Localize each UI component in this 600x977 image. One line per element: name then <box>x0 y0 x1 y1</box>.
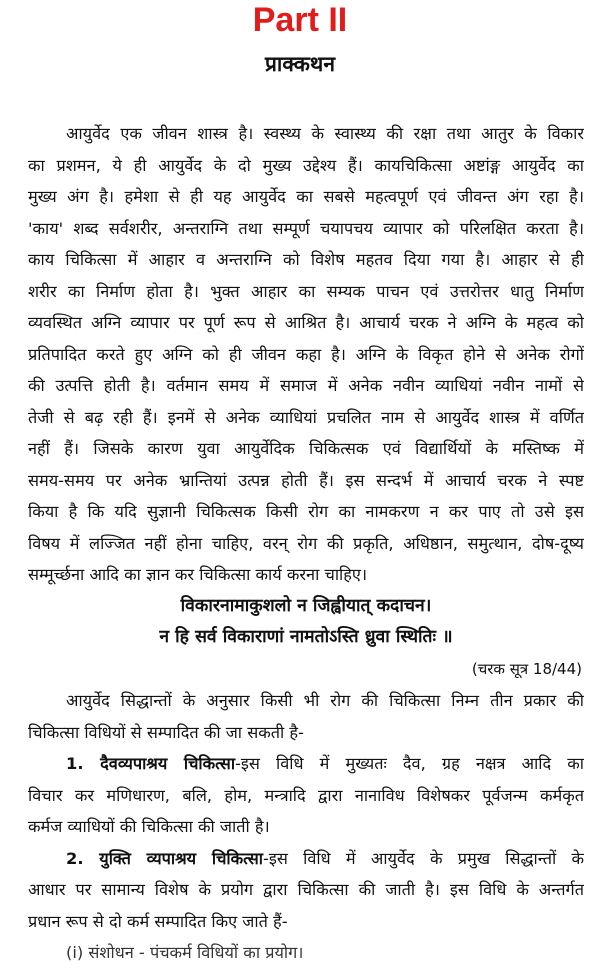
list-item-1-first-line <box>28 748 584 780</box>
paragraph-line: आयुर्वेद एक जीवन शास्त्र है। स्वस्थ्य के स्वास्थ्य की रक्षा तथा आतुर के विकार <box>66 124 584 143</box>
paragraph-line: व्यवस्थित अग्नि व्यापार पर पूर्ण रूप से आश्रित है। आचार्य चरक ने अग्नि के महत्व को <box>28 313 584 332</box>
paragraph-line: तेजी से बढ़ रही हैं। इनमें से अनेक व्याधियां प्रचलित नाम से आयुर्वेद शास्त्र में वर्णित <box>28 407 584 427</box>
paragraph-line: मुख्य अंग है। हमेशा से ही यह आयुर्वेद का सबसे महत्वपूर्ण एवं जीवन्त अंग रहा है। <box>28 187 584 206</box>
paragraph-line: आयुर्वेद सिद्धान्तों के अनुसार किसी भी रोग की चिकित्सा निम्न तीन प्रकार की <box>66 691 584 710</box>
sanskrit-verse-line: न हि सर्व विकाराणां नामतोऽस्ति ध्रुवा स्थितिः ॥ <box>159 627 453 647</box>
list-item-2-first-line <box>28 843 584 875</box>
list-item-text: -इस विधि में मुख्यतः दैव, ग्रह नक्षत्र आदि का <box>235 754 584 773</box>
list-item-line: आधार पर सामान्य विशेष के प्रयोग द्वारा चिकित्सा की जाती है। इस विधि के अन्तर्गत <box>28 880 584 899</box>
verse-reference: (चरक सूत्र 18/44) <box>471 659 582 678</box>
paragraph-line: नहीं हैं। जिसके कारण युवा आयुर्वेदिक चिकित्सक एवं विद्यार्थियों के मस्तिष्क में <box>28 439 584 458</box>
paragraph-line: शरीर का निर्माण होता है। भुक्त आहार का सम्यक पाचन एवं उत्तरोत्तर धातु निर्माण <box>28 281 584 301</box>
paragraph-line: सम्मूर्च्छना आदि का ज्ञान कर चिकित्सा कार्य करना चाहिए। <box>28 565 368 584</box>
list-item-heading: 1. दैवव्यपाश्रय चिकित्सा <box>66 754 236 773</box>
part-label: Part II <box>252 1 348 39</box>
document-body <box>28 118 584 969</box>
paragraph-line: चिकित्सा विधियों से सम्पादित की जा सकती है- <box>28 722 304 742</box>
paragraph-line: 'काय' शब्द सर्वशरीर, अन्तराग्नि तथा सम्पूर्ण चयापचय व्यापार को परिलक्षित करता है। <box>28 218 584 238</box>
paragraph-line: काय चिकित्सा में आहार व अन्तराग्नि को विशेष महतव दिया गया है। आहार से ही <box>28 250 584 269</box>
paragraph-line: किया है कि यदि सुज्ञानी चिकित्सक किसी रोग का नामकरण न कर पाए तो उसे इस <box>28 502 584 521</box>
list-item-line: प्रधान रूप से दो कर्म सम्पादित किए जाते हैं- <box>28 911 288 931</box>
list-item-line: विचार कर मणिधारण, बलि, होम, मन्त्रादि द्वारा नानाविध विशेषकर पूर्वजन्म कर्मकृत <box>28 785 584 805</box>
list-item-heading: 2. युक्ति व्यपाश्रय चिकित्सा <box>66 848 264 868</box>
paragraph-line: समय-समय पर अनेक भ्रान्तियां उत्पन्न होती हैं। इस सन्दर्भ में आचार्य चरक ने स्पष्ट <box>28 470 584 490</box>
paragraph-line: का प्रशमन, ये ही आयुर्वेद के दो मुख्य उद्देश्य हैं। कायचिकित्सा अष्टांङ्ग आयुर्वेद का <box>28 155 584 175</box>
sanskrit-verse-line: विकारनामाकुशलो न जिह्वीयात् कदाचन। <box>180 595 432 616</box>
section-title: प्राक्कथन <box>264 52 336 76</box>
paragraph-line: की उत्पत्ति होती है। वर्तमान समय में समाज में अनेक नवीन व्याधियां नवीन नामों से <box>28 376 584 395</box>
list-item-line: कर्मज व्याधियों की चिकित्सा की जाती है। <box>28 817 270 836</box>
sub-list-item-cut: (i) संशोधन - पंचकर्म विधियों का प्रयोग। <box>66 943 304 962</box>
paragraph-line: विषय में लज्जित नहीं होना चाहिए, वरन् रोग की प्रकृति, अधिष्ठान, समुत्थान, दोष-दूष्य <box>28 533 584 553</box>
paragraph-line: प्रतिपादित करते हुए अग्नि को ही जीवन कहा है। अग्नि के विकृत होने से अनेक रोगों <box>28 344 584 364</box>
list-item-text: -इस विधि में आयुर्वेद के प्रमुख सिद्धान्तों के <box>263 848 584 868</box>
